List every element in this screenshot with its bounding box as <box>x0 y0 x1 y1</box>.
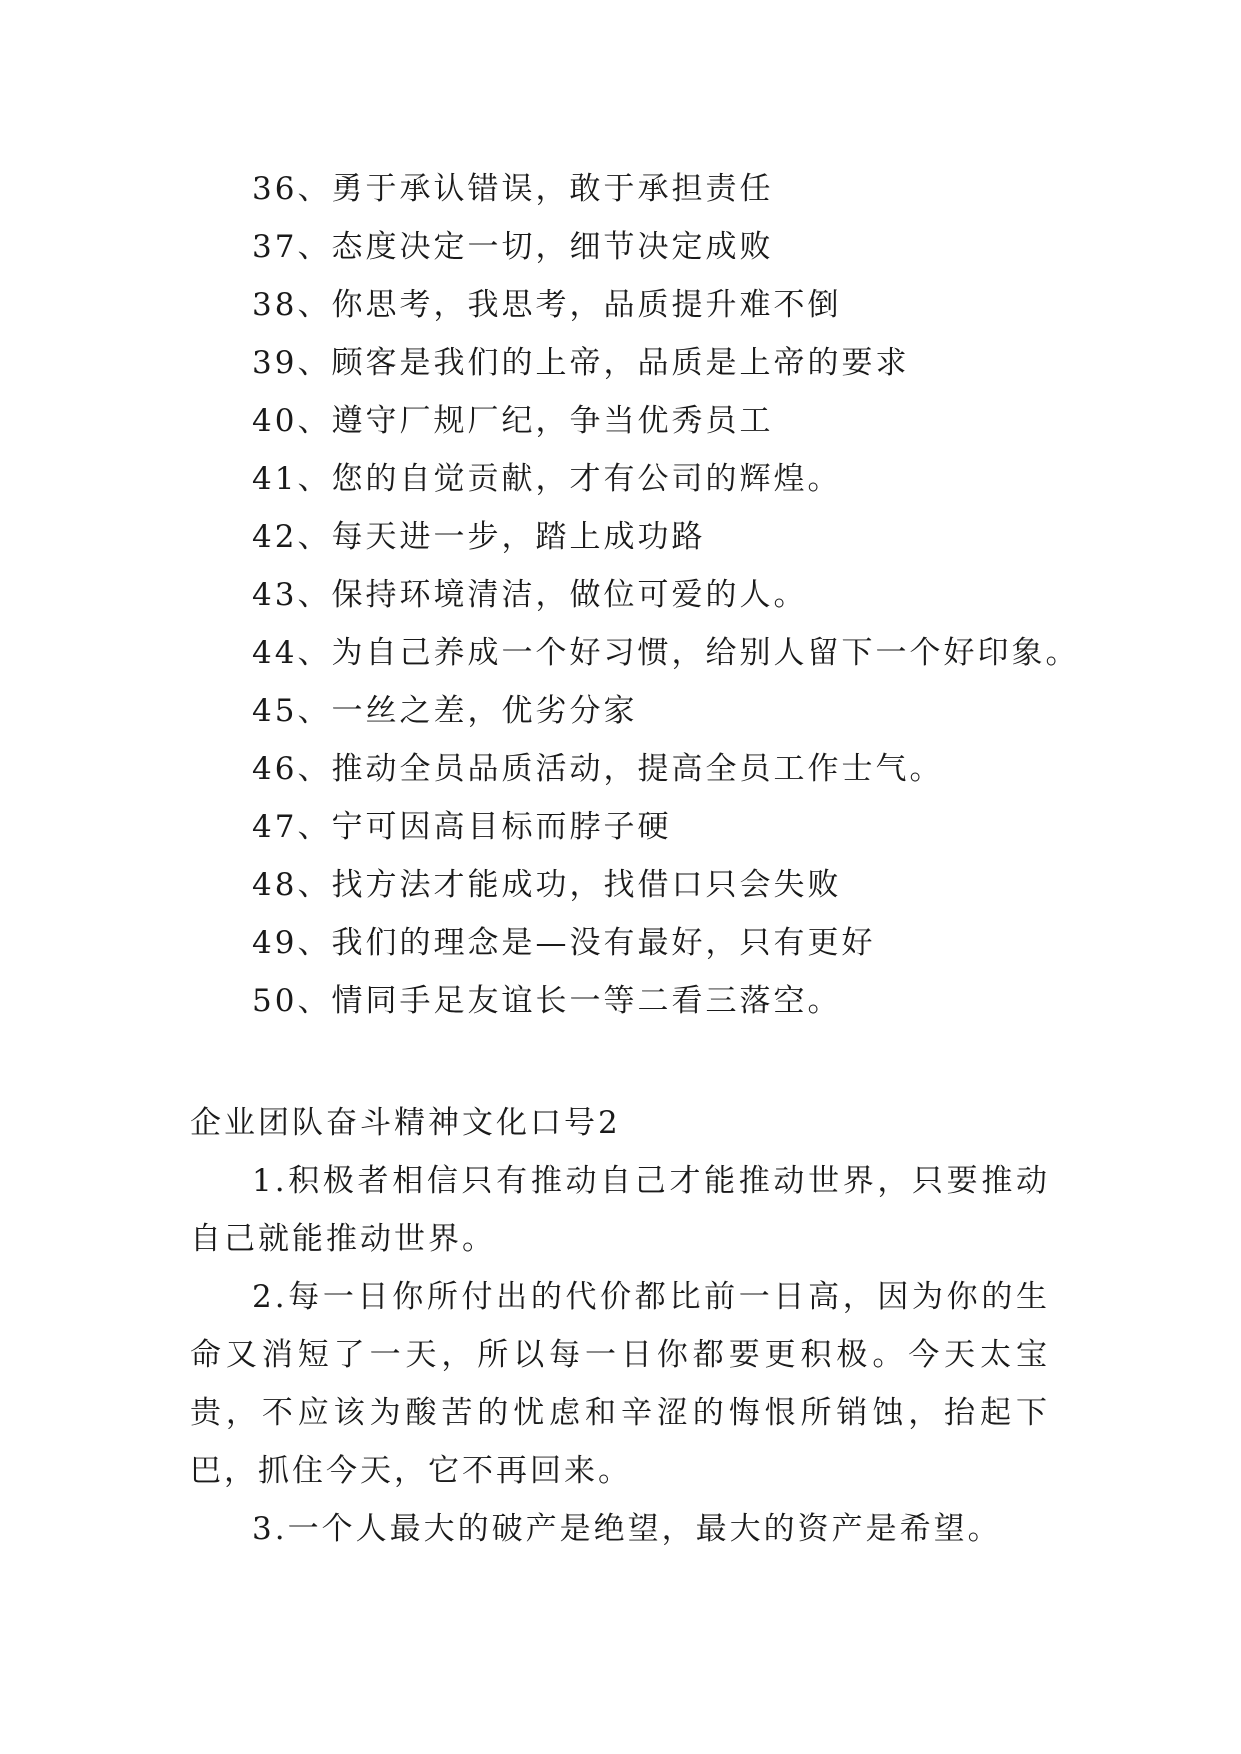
slogan-item: 40、遵守厂规厂纪，争当优秀员工 <box>252 403 774 439</box>
slogan-item: 49、我们的理念是—没有最好，只有更好 <box>252 925 876 961</box>
paragraph-block <box>190 1152 1050 1558</box>
paragraph: 1.积极者相信只有推动自己才能推动世界，只要推动自己就能推动世界。 <box>190 1163 1050 1257</box>
slogan-item: 46、推动全员品质活动，提高全员工作士气。 <box>252 751 944 787</box>
slogan-item: 41、您的自觉贡献，才有公司的辉煌。 <box>252 461 842 497</box>
slogan-item: 42、每天进一步，踏上成功路 <box>252 519 706 555</box>
slogan-list <box>252 160 1152 1030</box>
slogan-item: 43、保持环境清洁，做位可爱的人。 <box>252 577 808 613</box>
slogan-item: 48、找方法才能成功，找借口只会失败 <box>252 867 842 903</box>
slogan-item: 36、勇于承认错误，敢于承担责任 <box>252 171 774 207</box>
section-title: 企业团队奋斗精神文化口号2 <box>190 1105 621 1141</box>
slogan-item: 38、你思考，我思考，品质提升难不倒 <box>252 287 842 323</box>
slogan-item: 37、态度决定一切，细节决定成败 <box>252 229 774 265</box>
slogan-item: 47、宁可因高目标而脖子硬 <box>252 809 672 845</box>
paragraph: 2.每一日你所付出的代价都比前一日高，因为你的生命又消短了一天，所以每一日你都要更积极。今天太宝贵，不应该为酸苦的忧虑和辛涩的悔恨所销蚀，抬起下巴，抓住今天，它不再回来。 <box>190 1279 1050 1489</box>
slogan-item: 44、为自己养成一个好习惯，给别人留下一个好印象。 <box>252 635 1080 671</box>
slogan-item: 39、顾客是我们的上帝，品质是上帝的要求 <box>252 345 910 381</box>
slogan-item: 45、一丝之差，优劣分家 <box>252 693 638 729</box>
paragraph: 3.一个人最大的破产是绝望，最大的资产是希望。 <box>252 1511 1002 1547</box>
slogan-item: 50、情同手足友谊长一等二看三落空。 <box>252 983 842 1019</box>
